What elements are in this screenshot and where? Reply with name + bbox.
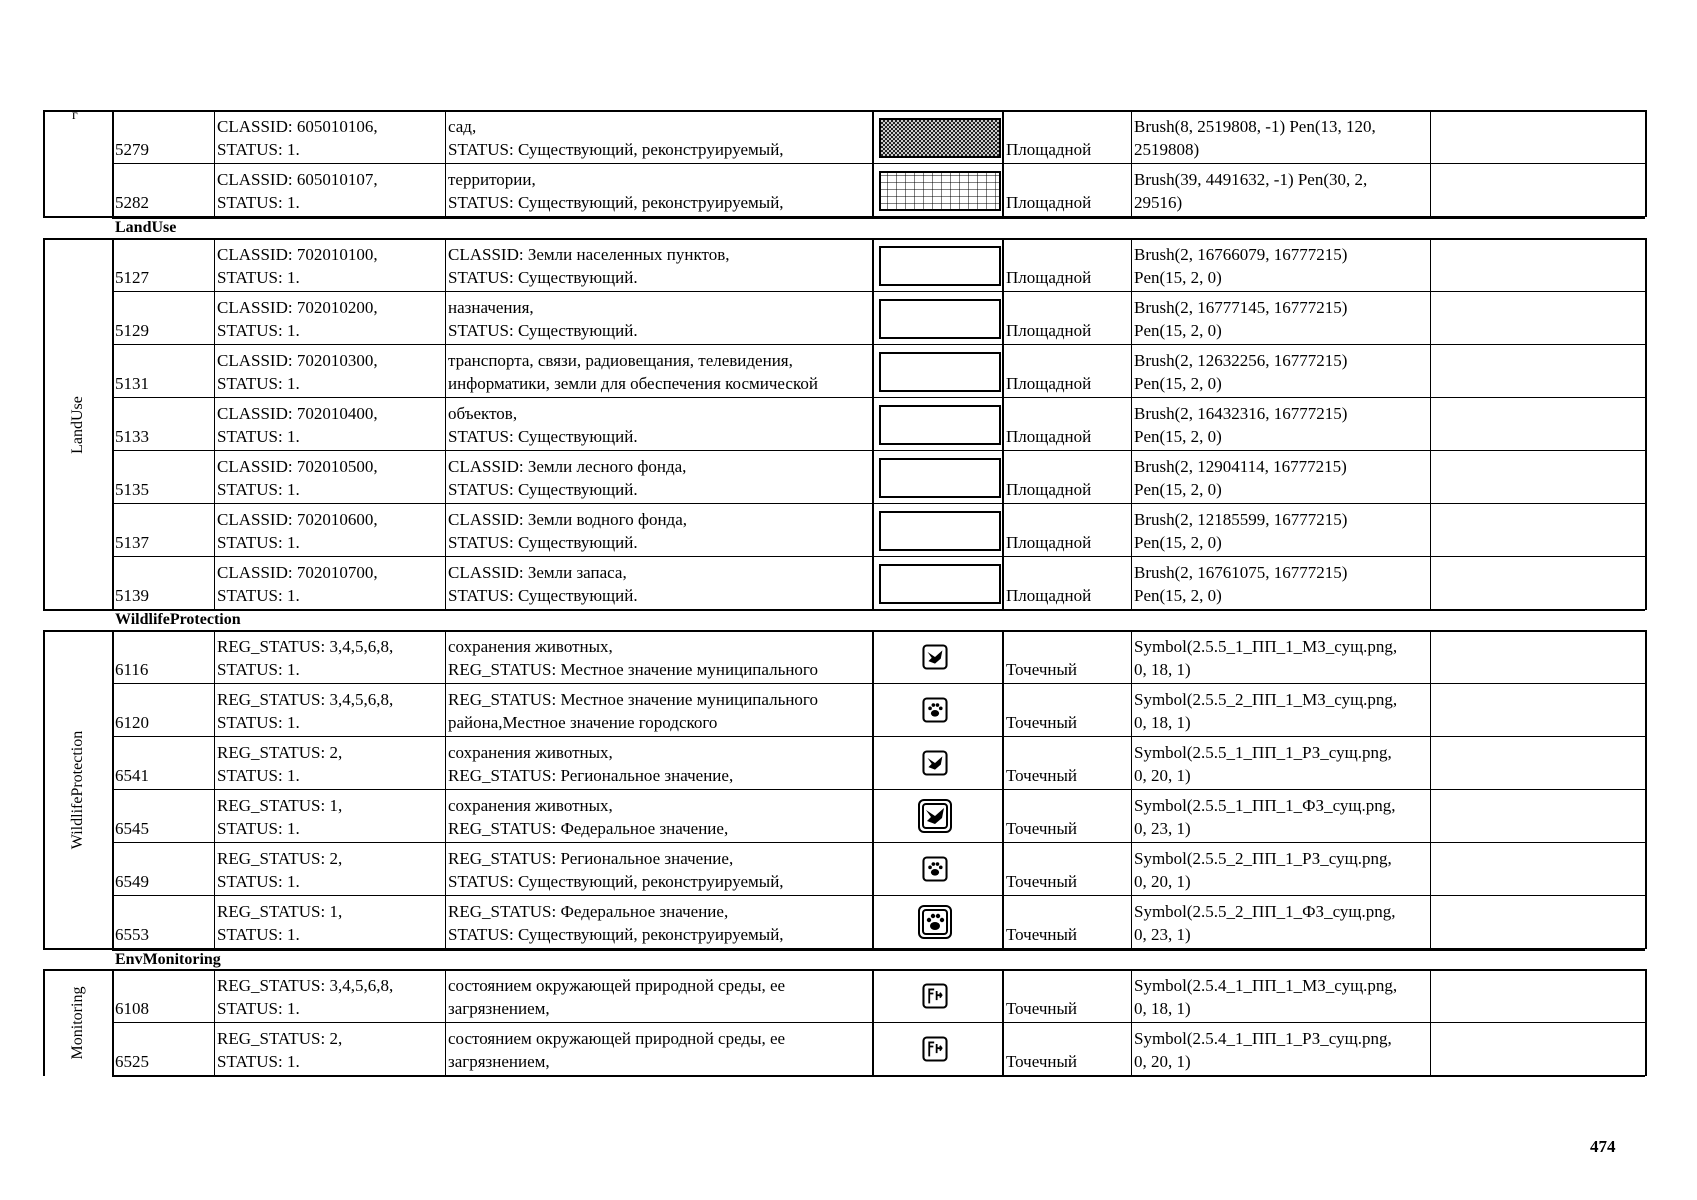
column-border-cls (214, 238, 215, 610)
row-divider (112, 291, 1645, 292)
group-title-top-rule (112, 609, 1645, 611)
description-line-2: REG_STATUS: Федеральное значение, (448, 819, 729, 838)
grid-fill-swatch (878, 168, 1002, 219)
grid-pattern (880, 172, 1000, 210)
group-side-label-landuse: LandUse (68, 395, 86, 454)
band-right-border (1645, 238, 1647, 610)
status-code-text: STATUS: 1. (217, 713, 300, 732)
row-id: 5127 (115, 268, 149, 287)
row-id: 6120 (115, 713, 149, 732)
description-line-1: территории, (448, 170, 536, 189)
group-title-wildlife: WildlifeProtection (115, 611, 241, 628)
style-line-2: 0, 18, 1) (1134, 713, 1191, 732)
empty-box-swatch (878, 349, 1002, 400)
description-line-2: STATUS: Существующий. (448, 268, 638, 287)
style-line-1: Brush(2, 12632256, 16777215) (1134, 351, 1348, 370)
status-code-text: STATUS: 1. (217, 193, 300, 212)
row-id: 6545 (115, 819, 149, 838)
style-line-2: Pen(15, 2, 0) (1134, 586, 1222, 605)
bird-icon (921, 749, 949, 782)
row-id: 5139 (115, 586, 149, 605)
style-line-1: Brush(39, 4491632, -1) Pen(30, 2, (1134, 170, 1368, 189)
description-line-2: STATUS: Существующий, реконструируемый, (448, 140, 784, 159)
style-line-2: Pen(15, 2, 0) (1134, 374, 1222, 393)
geometry-type: Точечный (1006, 1052, 1078, 1071)
style-line-1: Brush(2, 16766079, 16777215) (1134, 245, 1348, 264)
description-line-2: загрязнением, (448, 999, 550, 1018)
description-line-2: STATUS: Существующий. (448, 586, 638, 605)
style-line-1: Symbol(2.5.4_1_ПП_1_РЗ_сущ.png, (1134, 1029, 1392, 1048)
row-divider (112, 736, 1645, 737)
geometry-type: Площадной (1006, 427, 1092, 446)
style-line-2: 2519808) (1134, 140, 1200, 159)
classid-text: CLASSID: 702010700, (217, 563, 378, 582)
empty-box-swatch (878, 508, 1002, 559)
description-line-2: STATUS: Существующий. (448, 321, 638, 340)
classid-text: REG_STATUS: 1, (217, 902, 343, 921)
paw-double-icon (918, 905, 952, 944)
empty-fill-box (880, 565, 1000, 603)
band-right-border (1645, 969, 1647, 1076)
style-line-2: Pen(15, 2, 0) (1134, 268, 1222, 287)
description-line-2: STATUS: Существующий. (448, 533, 638, 552)
status-code-text: STATUS: 1. (217, 872, 300, 891)
classid-text: CLASSID: 605010107, (217, 170, 378, 189)
empty-fill-box (880, 406, 1000, 444)
status-code-text: STATUS: 1. (217, 1052, 300, 1071)
row-divider (112, 556, 1645, 557)
description-line-1: сад, (448, 117, 477, 136)
style-line-1: Brush(2, 12185599, 16777215) (1134, 510, 1348, 529)
empty-box-swatch (878, 455, 1002, 506)
row-divider (112, 450, 1645, 451)
style-line-2: 0, 18, 1) (1134, 999, 1191, 1018)
description-line-2: STATUS: Существующий, реконструируемый, (448, 193, 784, 212)
column-border-style (1131, 238, 1132, 610)
geometry-type: Площадной (1006, 193, 1092, 212)
empty-fill-box (880, 300, 1000, 338)
empty-fill-box (880, 247, 1000, 285)
classid-text: CLASSID: 702010600, (217, 510, 378, 529)
group-title-top-rule (112, 217, 1645, 219)
geometry-type: Точечный (1006, 766, 1078, 785)
description-line-1: CLASSID: Земли населенных пунктов, (448, 245, 730, 264)
geometry-type: Площадной (1006, 480, 1092, 499)
status-code-text: STATUS: 1. (217, 427, 300, 446)
classid-text: CLASSID: 702010200, (217, 298, 378, 317)
row-id: 6108 (115, 999, 149, 1018)
description-line-2: STATUS: Существующий. (448, 427, 638, 446)
group-bottom-border (112, 1075, 1645, 1077)
column-border-type (1002, 238, 1004, 610)
description-line-1: CLASSID: Земли лесного фонда, (448, 457, 687, 476)
row-id: 6525 (115, 1052, 149, 1071)
status-code-text: STATUS: 1. (217, 766, 300, 785)
style-line-1: Symbol(2.5.5_1_ПП_1_ФЗ_сущ.png, (1134, 796, 1396, 815)
description-line-1: назначения, (448, 298, 534, 317)
geometry-type: Точечный (1006, 660, 1078, 679)
empty-box-swatch (878, 243, 1002, 294)
classid-text: REG_STATUS: 3,4,5,6,8, (217, 976, 394, 995)
style-line-1: Brush(8, 2519808, -1) Pen(13, 120, (1134, 117, 1376, 136)
description-line-2: STATUS: Существующий. (448, 480, 638, 499)
description-line-1: сохранения животных, (448, 796, 613, 815)
geometry-type: Площадной (1006, 140, 1092, 159)
group-side-label-env: Monitoring (68, 986, 86, 1060)
row-id: 5282 (115, 193, 149, 212)
page-number: 474 (1590, 1137, 1616, 1156)
status-code-text: STATUS: 1. (217, 140, 300, 159)
column-border-swatch (872, 238, 874, 610)
description-line-2: района,Местное значение городского (448, 713, 718, 732)
group-top-border (43, 630, 1645, 632)
geometry-type: Площадной (1006, 321, 1092, 340)
description-line-1: состоянием окружающей природной среды, ее (448, 976, 786, 995)
group-title-top-rule (112, 949, 1645, 951)
band-left-border (43, 110, 45, 217)
group-top-border (43, 238, 1645, 240)
row-divider (112, 895, 1645, 896)
row-divider (112, 842, 1645, 843)
row-divider (112, 163, 1645, 164)
geometry-type: Площадной (1006, 268, 1092, 287)
style-line-2: Pen(15, 2, 0) (1134, 321, 1222, 340)
row-divider (112, 397, 1645, 398)
geometry-type: Точечный (1006, 713, 1078, 732)
geometry-type: Площадной (1006, 533, 1092, 552)
group-title-landuse: LandUse (115, 219, 177, 236)
empty-box-swatch (878, 296, 1002, 347)
style-line-1: Brush(2, 16777145, 16777215) (1134, 298, 1348, 317)
description-line-1: REG_STATUS: Федеральное значение, (448, 902, 729, 921)
style-line-1: Symbol(2.5.5_2_ПП_1_РЗ_сущ.png, (1134, 849, 1392, 868)
description-line-2: STATUS: Существующий, реконструируемый, (448, 925, 784, 944)
empty-fill-box (880, 353, 1000, 391)
style-line-2: 0, 20, 1) (1134, 1052, 1191, 1071)
description-line-1: REG_STATUS: Региональное значение, (448, 849, 734, 868)
band-right-border (1645, 110, 1647, 217)
row-id: 6549 (115, 872, 149, 891)
description-line-1: CLASSID: Земли водного фонда, (448, 510, 687, 529)
row-id: 5137 (115, 533, 149, 552)
classid-text: CLASSID: 702010100, (217, 245, 378, 264)
geometry-type: Точечный (1006, 819, 1078, 838)
band-right-border (1645, 630, 1647, 949)
style-line-2: 29516) (1134, 193, 1183, 212)
status-code-text: STATUS: 1. (217, 925, 300, 944)
style-line-2: Pen(15, 2, 0) (1134, 480, 1222, 499)
style-line-2: 0, 20, 1) (1134, 872, 1191, 891)
style-line-1: Brush(2, 12904114, 16777215) (1134, 457, 1347, 476)
classid-text: REG_STATUS: 2, (217, 1029, 343, 1048)
row-id: 6553 (115, 925, 149, 944)
classid-text: REG_STATUS: 3,4,5,6,8, (217, 690, 394, 709)
empty-box-swatch (878, 561, 1002, 612)
row-divider (112, 683, 1645, 684)
style-line-1: Brush(2, 16761075, 16777215) (1134, 563, 1348, 582)
description-line-1: сохранения животных, (448, 637, 613, 656)
description-line-1: объектов, (448, 404, 518, 423)
bird-double-icon (918, 799, 952, 838)
column-border-extra (1430, 238, 1431, 610)
geometry-type: Точечный (1006, 999, 1078, 1018)
bird-icon (921, 643, 949, 676)
status-code-text: STATUS: 1. (217, 321, 300, 340)
empty-fill-box (880, 512, 1000, 550)
band-left-border (43, 630, 45, 949)
monitoring-icon (921, 982, 949, 1015)
band-left-border (43, 969, 45, 1076)
status-code-text: STATUS: 1. (217, 999, 300, 1018)
description-line-2: загрязнением, (448, 1052, 550, 1071)
description-line-2: информатики, земли для обеспечения космической (448, 374, 818, 393)
row-divider (112, 344, 1645, 345)
classid-text: REG_STATUS: 2, (217, 849, 343, 868)
column-border-id (112, 238, 114, 610)
style-line-1: Symbol(2.5.4_1_ПП_1_МЗ_сущ.png, (1134, 976, 1398, 995)
geometry-type: Точечный (1006, 925, 1078, 944)
description-line-1: сохранения животных, (448, 743, 613, 762)
style-line-2: 0, 23, 1) (1134, 925, 1191, 944)
classid-text: CLASSID: 605010106, (217, 117, 378, 136)
paw-icon (921, 696, 949, 729)
style-line-1: Brush(2, 16432316, 16777215) (1134, 404, 1348, 423)
row-id: 6541 (115, 766, 149, 785)
classid-text: REG_STATUS: 3,4,5,6,8, (217, 637, 394, 656)
description-line-2: REG_STATUS: Региональное значение, (448, 766, 734, 785)
classid-text: CLASSID: 702010400, (217, 404, 378, 423)
row-id: 5133 (115, 427, 149, 446)
crosshatch-fill-swatch (878, 115, 1002, 166)
geometry-type: Площадной (1006, 586, 1092, 605)
style-line-1: Symbol(2.5.5_2_ПП_1_ФЗ_сущ.png, (1134, 902, 1396, 921)
style-line-2: Pen(15, 2, 0) (1134, 533, 1222, 552)
group-title-env: EnvMonitoring (115, 951, 221, 968)
style-line-1: Symbol(2.5.5_1_ПП_1_МЗ_сущ.png, (1134, 637, 1398, 656)
row-divider (112, 503, 1645, 504)
row-divider (112, 789, 1645, 790)
row-id: 5131 (115, 374, 149, 393)
crosshatch-pattern (880, 119, 1000, 157)
paw-icon (921, 855, 949, 888)
status-code-text: STATUS: 1. (217, 819, 300, 838)
style-line-2: 0, 23, 1) (1134, 819, 1191, 838)
group-top-border (43, 969, 1645, 971)
style-line-1: Symbol(2.5.5_1_ПП_1_РЗ_сущ.png, (1134, 743, 1392, 762)
style-line-2: 0, 20, 1) (1134, 766, 1191, 785)
group-top-border (43, 110, 1645, 112)
row-id: 5135 (115, 480, 149, 499)
geometry-type: Площадной (1006, 374, 1092, 393)
classid-text: CLASSID: 702010300, (217, 351, 378, 370)
classid-text: CLASSID: 702010500, (217, 457, 378, 476)
empty-fill-box (880, 459, 1000, 497)
row-id: 5279 (115, 140, 149, 159)
row-divider (112, 1022, 1645, 1023)
page-top-fragment: г (72, 108, 78, 123)
status-code-text: STATUS: 1. (217, 374, 300, 393)
description-line-2: STATUS: Существующий, реконструируемый, (448, 872, 784, 891)
monitoring-icon (921, 1035, 949, 1068)
classid-text: REG_STATUS: 2, (217, 743, 343, 762)
description-line-1: REG_STATUS: Местное значение муниципального (448, 690, 818, 709)
column-border-desc (445, 238, 446, 610)
empty-box-swatch (878, 402, 1002, 453)
style-line-1: Symbol(2.5.5_2_ПП_1_МЗ_сущ.png, (1134, 690, 1398, 709)
description-line-2: REG_STATUS: Местное значение муниципального (448, 660, 818, 679)
status-code-text: STATUS: 1. (217, 533, 300, 552)
geometry-type: Точечный (1006, 872, 1078, 891)
status-code-text: STATUS: 1. (217, 586, 300, 605)
style-line-2: 0, 18, 1) (1134, 660, 1191, 679)
row-id: 6116 (115, 660, 149, 679)
status-code-text: STATUS: 1. (217, 480, 300, 499)
classid-text: REG_STATUS: 1, (217, 796, 343, 815)
status-code-text: STATUS: 1. (217, 268, 300, 287)
description-line-1: состоянием окружающей природной среды, ее (448, 1029, 786, 1048)
status-code-text: STATUS: 1. (217, 660, 300, 679)
band-left-border (43, 238, 45, 610)
style-line-2: Pen(15, 2, 0) (1134, 427, 1222, 446)
description-line-1: транспорта, связи, радиовещания, телевидения, (448, 351, 793, 370)
description-line-1: CLASSID: Земли запаса, (448, 563, 627, 582)
row-id: 5129 (115, 321, 149, 340)
group-side-label-wildlife: WildlifeProtection (68, 730, 86, 850)
